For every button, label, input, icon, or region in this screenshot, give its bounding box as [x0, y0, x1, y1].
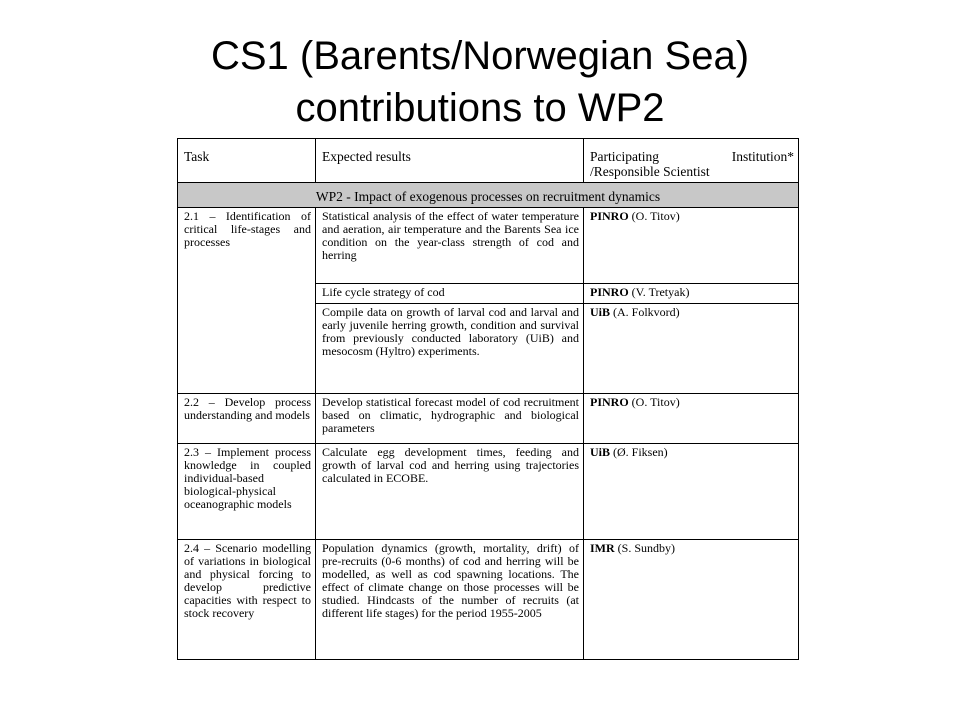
institution-cell	[584, 304, 799, 394]
header-expected-results: Expected results	[316, 139, 584, 183]
institution-cell	[584, 394, 799, 444]
task-cell: 2.1 – Identification of critical life-stages and processes	[178, 208, 316, 394]
scientist-name: (V. Tretyak)	[628, 285, 690, 299]
scientist-name: (O. Titov)	[628, 395, 680, 409]
institution-name: PINRO	[590, 285, 629, 299]
result-cell: Compile data on growth of larval cod and larval and early juvenile herring growth, condition and survival from previously conducted laboratory (UiB) and mesocosm (Hyltro) experiments.	[316, 304, 584, 394]
table-row	[178, 444, 799, 540]
task-cell: 2.3 – Implement process knowledge in coupled individual-based biological-physical oceanographic models	[178, 444, 316, 540]
institution-name: PINRO	[590, 209, 629, 223]
task-cell: 2.2 – Develop process understanding and models	[178, 394, 316, 444]
institution-cell	[584, 444, 799, 540]
table-row	[178, 394, 799, 444]
institution-name: PINRO	[590, 395, 629, 409]
institution-cell	[584, 540, 799, 660]
scientist-name: (O. Titov)	[628, 209, 680, 223]
slide-title	[0, 30, 960, 134]
institution-name: UiB	[590, 305, 611, 319]
title-line-1: CS1 (Barents/Norwegian Sea)	[210, 34, 750, 78]
title-line-2: contributions to WP2	[295, 86, 665, 130]
result-cell: Population dynamics (growth, mortality, drift) of pre-recruits (0-6 months) of cod and herring will be modelled, as well as cod spawning locations. The effect of climate change on those processes will be studied. Hindcasts of the number of recruits (at different life stages) for the period 1955-2005	[316, 540, 584, 660]
result-cell: Calculate egg development times, feeding and growth of larval cod and herring using trajectories calculated in ECOBE.	[316, 444, 584, 540]
header-participating: Participating Institution* /Responsible Scientist	[584, 139, 799, 183]
institution-cell	[584, 208, 799, 284]
scientist-name: (S. Sundby)	[614, 541, 676, 555]
header-task: Task	[178, 139, 316, 183]
table-bottom-crop	[170, 663, 810, 723]
result-cell: Statistical analysis of the effect of water temperature and aeration, air temperature and the Barents Sea ice condition on the year-class strength of cod and herring	[316, 208, 584, 284]
task-cell: 2.4 – Scenario modelling of variations in biological and physical forcing to develop predictive capacities with respect to stock recovery	[178, 540, 316, 660]
scientist-name: (A. Folkvord)	[610, 305, 680, 319]
institution-cell	[584, 284, 799, 304]
table-row	[178, 540, 799, 660]
scientist-name: (Ø. Fiksen)	[610, 445, 668, 459]
table-header-row	[178, 139, 799, 183]
institution-name: UiB	[590, 445, 611, 459]
result-cell: Life cycle strategy of cod	[316, 284, 584, 304]
section-title: WP2 - Impact of exogenous processes on recruitment dynamics	[178, 183, 799, 208]
table-row	[178, 208, 799, 284]
section-row	[178, 183, 799, 208]
result-cell: Develop statistical forecast model of cod recruitment based on climatic, hydrographic and biological parameters	[316, 394, 584, 444]
wp2-contributions-table	[177, 138, 799, 660]
institution-name: IMR	[590, 541, 615, 555]
